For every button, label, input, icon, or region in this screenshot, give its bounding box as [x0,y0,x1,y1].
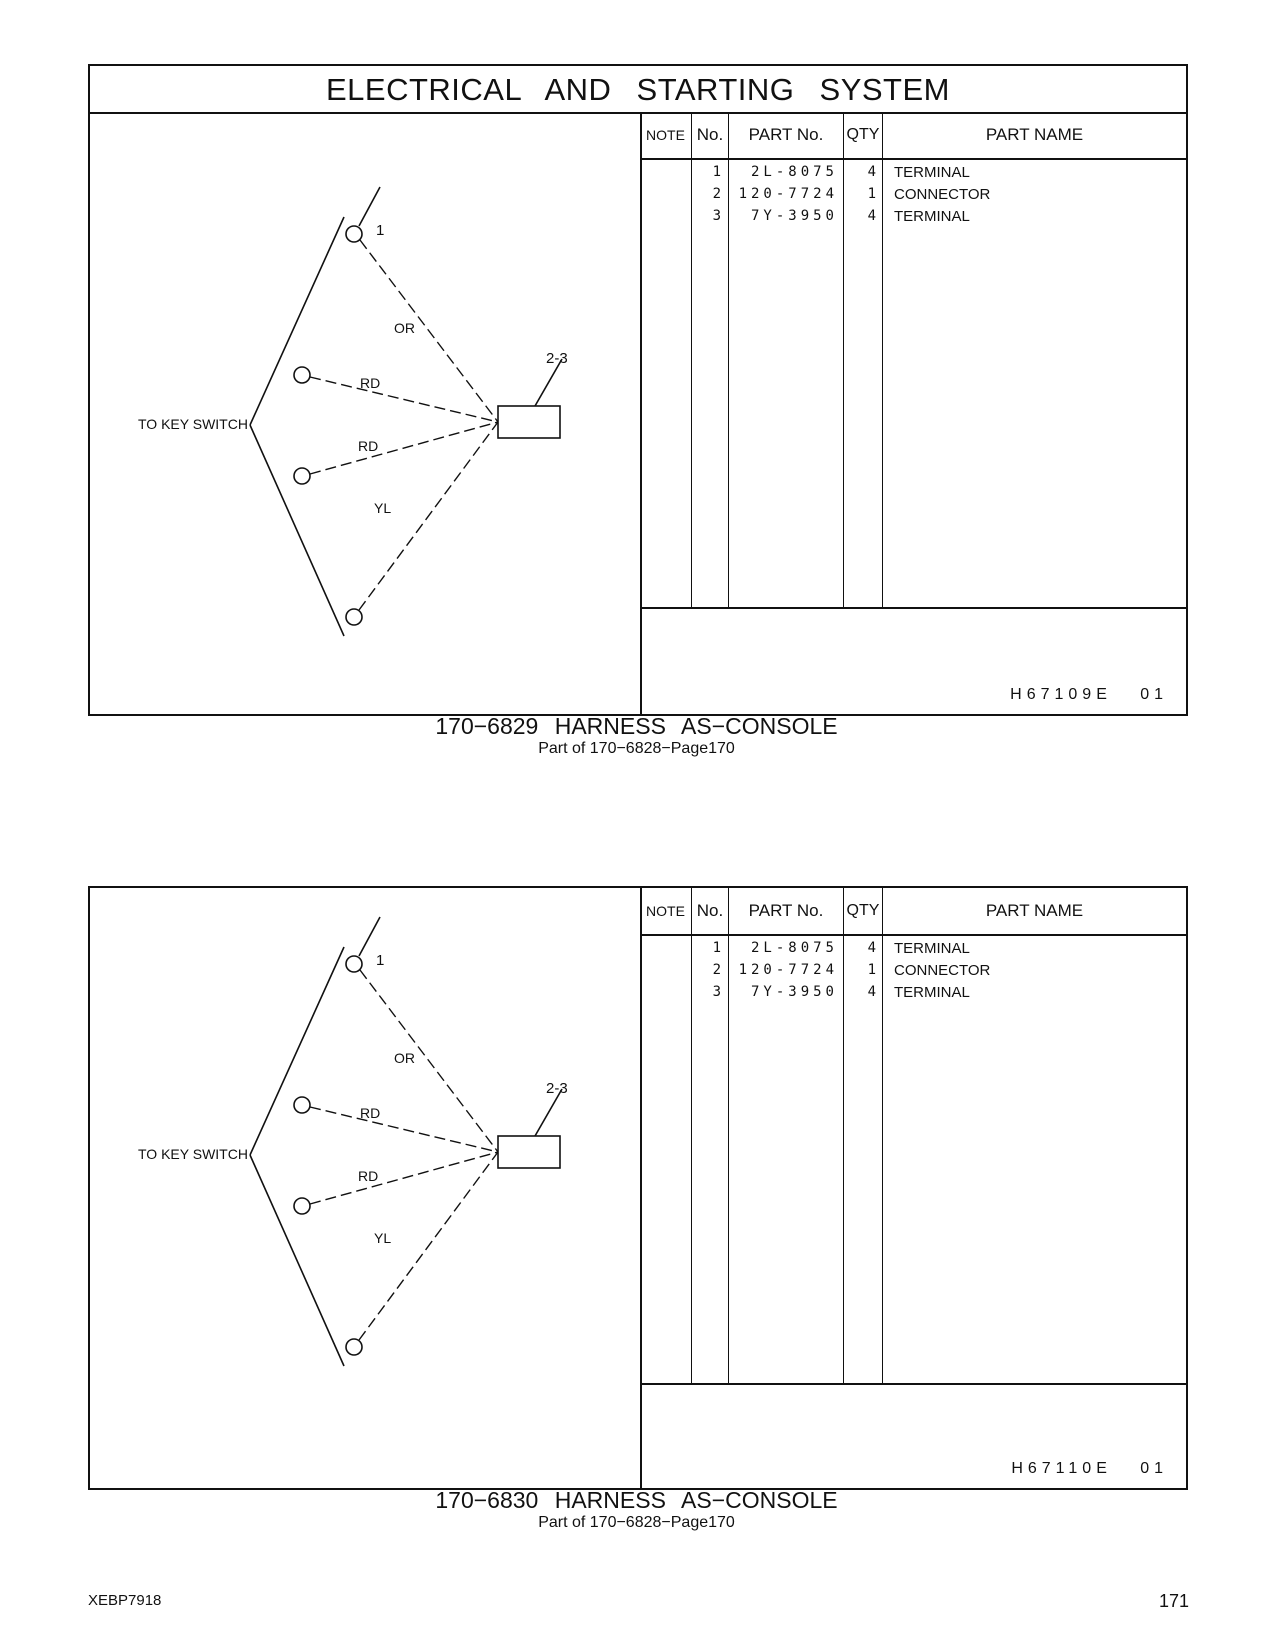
to-key-switch-label: TO KEY SWITCH [138,1146,248,1162]
row-qty: 4 [867,164,876,180]
row-part-name: CONNECTOR [894,186,991,203]
wire-label-or: OR [394,1050,415,1066]
harness-diagram-2 [90,888,642,1488]
row-no: 3 [712,208,722,224]
table-row [640,160,1186,183]
callout-2-3: 2-3 [546,1080,568,1097]
wire-label-rd-lower: RD [358,438,379,454]
page-number: 171 [1158,1591,1189,1611]
row-no: 2 [712,186,722,202]
row-part-name: TERMINAL [894,940,970,957]
header-qty: QTY [846,902,880,919]
wire-label-rd-lower: RD [358,1168,379,1184]
row-qty: 4 [867,208,876,224]
table-row [640,980,1186,1003]
parts-panel-2 [88,886,1188,1490]
row-part-name: TERMINAL [894,208,970,225]
header-note: NOTE [646,127,685,143]
row-part-name: CONNECTOR [894,962,991,979]
caption-title-2: 170−6830 HARNESS AS−CONSOLE [435,1487,838,1513]
header-part-no: PART No. [748,125,824,144]
row-no: 1 [712,940,722,956]
caption-title-1: 170−6829 HARNESS AS−CONSOLE [435,713,838,739]
parts-table-1 [640,112,1186,714]
table-row [640,936,1186,959]
wire-label-yl: YL [374,1230,392,1246]
harness-diagram-1 [90,112,642,714]
row-qty: 1 [867,962,876,978]
header-part-name: PART NAME [985,901,1084,920]
header-no: No. [696,125,724,144]
page-title: ELECTRICAL AND STARTING SYSTEM [90,66,1186,114]
table-rows [640,160,1186,634]
row-part-name: TERMINAL [894,164,970,181]
callout-1: 1 [376,952,385,969]
wire-label-or: OR [394,320,415,336]
illustration-code: H67110E 01 [1011,1460,1168,1477]
parts-table-2 [640,888,1186,1488]
parts-panel-1 [88,64,1188,716]
row-qty: 4 [867,984,876,1000]
header-note: NOTE [646,903,685,919]
row-part-no: 7Y-3950 [750,208,838,224]
row-qty: 1 [867,186,876,202]
row-part-name: TERMINAL [894,984,970,1001]
row-part-no: 7Y-3950 [750,984,838,1000]
wire-label-rd-upper: RD [360,375,381,391]
row-part-no: 2L-8075 [750,164,838,180]
row-no: 2 [712,962,722,978]
header-no: No. [696,901,724,920]
table-row [640,182,1186,205]
table-rows [640,936,1186,1410]
row-part-no: 120-7724 [738,186,838,202]
caption-sub-1: Part of 170−6828−Page170 [538,740,735,757]
to-key-switch-label: TO KEY SWITCH [138,416,248,432]
callout-2-3: 2-3 [546,350,568,367]
row-qty: 4 [867,940,876,956]
wiring-schematic-1 [90,112,638,714]
row-no: 1 [712,164,722,180]
header-part-name: PART NAME [985,125,1084,144]
illustration-code: H67109E 01 [1010,686,1168,703]
wire-label-rd-upper: RD [360,1105,381,1121]
header-part-no: PART No. [748,901,824,920]
document-id: XEBP7918 [88,1592,162,1609]
header-qty: QTY [846,126,880,143]
row-part-no: 120-7724 [738,962,838,978]
wire-label-yl: YL [374,500,392,516]
table-header [640,888,1186,936]
row-no: 3 [712,984,722,1000]
table-row [640,958,1186,981]
callout-1: 1 [376,222,385,239]
table-header [640,112,1186,160]
table-row [640,204,1186,227]
wiring-schematic-2 [90,888,638,1490]
caption-sub-2: Part of 170−6828−Page170 [538,1514,735,1531]
row-part-no: 2L-8075 [750,940,838,956]
